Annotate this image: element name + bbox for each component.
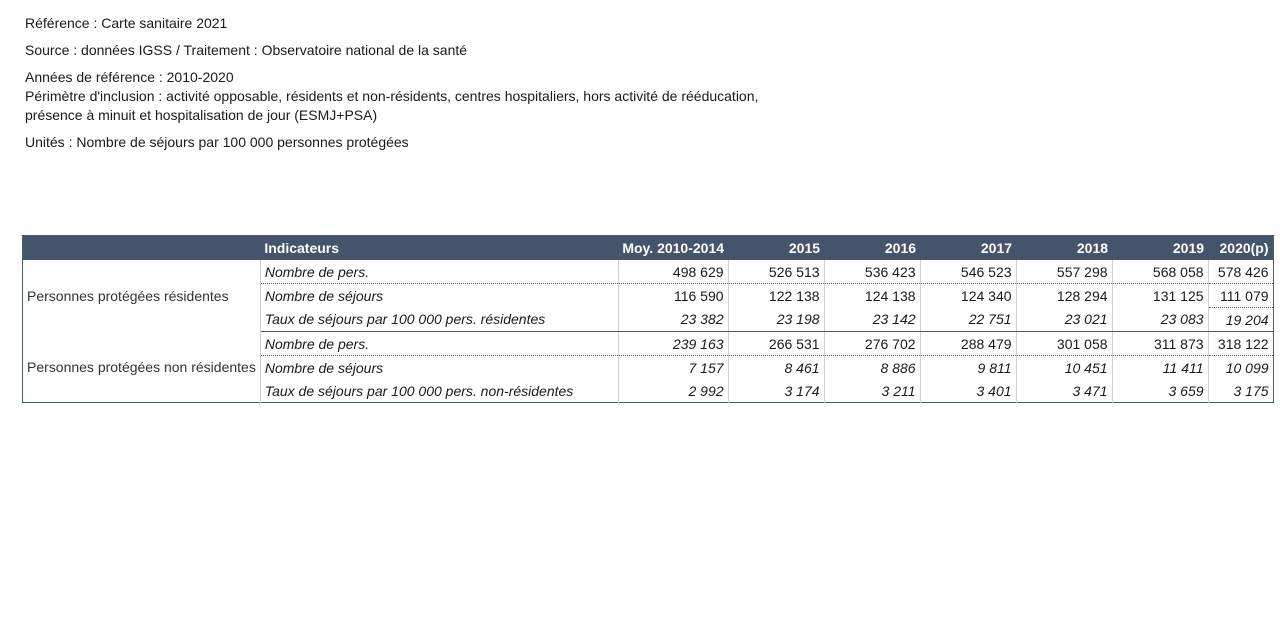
source-line: Source : données IGSS / Traitement : Observatoire national de la santé [25, 42, 468, 58]
indicator-cell: Nombre de pers. [260, 260, 618, 284]
value-cell: 8 886 [824, 356, 920, 380]
value-cell: 3 175 [1233, 382, 1269, 399]
header-year: Moy. 2010-2014 [618, 236, 728, 261]
value-cell: 116 590 [618, 284, 728, 308]
group-label-residents: Personnes protégées résidentes [23, 260, 261, 332]
indicator-cell: Nombre de séjours [260, 284, 618, 308]
header-year: 2015 [728, 236, 824, 261]
value-cell: 318 122 [1208, 332, 1273, 356]
value-cell: 311 873 [1112, 332, 1208, 356]
value-cell: 3 471 [1016, 379, 1112, 403]
value-cell: 23 198 [728, 308, 824, 332]
header-year: 2017 [920, 236, 1016, 261]
header-year: 2016 [824, 236, 920, 261]
value-cell: 266 531 [728, 332, 824, 356]
value-cell: 7 157 [618, 356, 728, 380]
value-cell: 498 629 [618, 260, 728, 284]
value-cell: 2 992 [618, 379, 728, 403]
value-cell: 3 659 [1112, 379, 1208, 403]
value-cell: 128 294 [1016, 284, 1112, 308]
value-cell: 10 099 [1225, 359, 1269, 376]
header-indicator: Indicateurs [260, 236, 618, 261]
table-row [23, 260, 1274, 284]
units-line: Unités : Nombre de séjours par 100 000 personnes protégées [25, 134, 409, 150]
value-cell: 239 163 [618, 332, 728, 356]
reference-years-line: Années de référence : 2010-2020 [25, 69, 234, 85]
indicator-cell: Nombre de séjours [260, 356, 618, 380]
value-cell: 122 138 [728, 284, 824, 308]
value-cell: 568 058 [1112, 260, 1208, 284]
table-metadata [25, 14, 815, 152]
table-row [23, 332, 1274, 356]
value-cell: 8 461 [728, 356, 824, 380]
value-cell: 23 142 [824, 308, 920, 332]
value-cell: 3 401 [920, 379, 1016, 403]
value-cell: 536 423 [824, 260, 920, 284]
value-cell: 19 204 [1208, 308, 1273, 332]
value-cell: 526 513 [728, 260, 824, 284]
value-cell: 3 174 [728, 379, 824, 403]
value-cell: 9 811 [920, 356, 1016, 380]
table-header-row [23, 236, 1274, 261]
scope-line: Périmètre d'inclusion : activité opposable, résidents et non-résidents, centres hospitaliers, hors activité de rééducation, présence à minuit et hospitalisation de jour (ESMJ+PSA) [25, 88, 759, 123]
header-year: 2018 [1016, 236, 1112, 261]
value-cell: 124 138 [824, 284, 920, 308]
value-cell: 23 382 [618, 308, 728, 332]
value-cell: 111 079 [1208, 284, 1273, 308]
value-cell: 23 021 [1016, 308, 1112, 332]
value-cell: 23 083 [1112, 308, 1208, 332]
group-label-non-residents: Personnes protégées non résidentes [23, 332, 261, 403]
indicator-cell: Taux de séjours par 100 000 pers. non-résidentes [260, 379, 618, 403]
header-group [23, 236, 261, 261]
value-cell: 131 125 [1112, 284, 1208, 308]
header-year: 2020(p) [1208, 236, 1273, 261]
indicator-cell: Nombre de pers. [260, 332, 618, 356]
value-cell: 3 211 [824, 379, 920, 403]
value-cell: 546 523 [920, 260, 1016, 284]
statistics-table [22, 235, 1274, 403]
value-cell: 288 479 [920, 332, 1016, 356]
value-cell: 10 451 [1016, 356, 1112, 380]
value-cell: 124 340 [920, 284, 1016, 308]
value-cell: 22 751 [920, 308, 1016, 332]
reference-line: Référence : Carte sanitaire 2021 [25, 15, 228, 31]
value-cell: 301 058 [1016, 332, 1112, 356]
value-cell: 11 411 [1112, 356, 1208, 380]
value-cell: 276 702 [824, 332, 920, 356]
value-cell: 557 298 [1016, 260, 1112, 284]
value-cell: 578 426 [1208, 260, 1273, 284]
header-year: 2019 [1112, 236, 1208, 261]
indicator-cell: Taux de séjours par 100 000 pers. résidentes [260, 308, 618, 332]
